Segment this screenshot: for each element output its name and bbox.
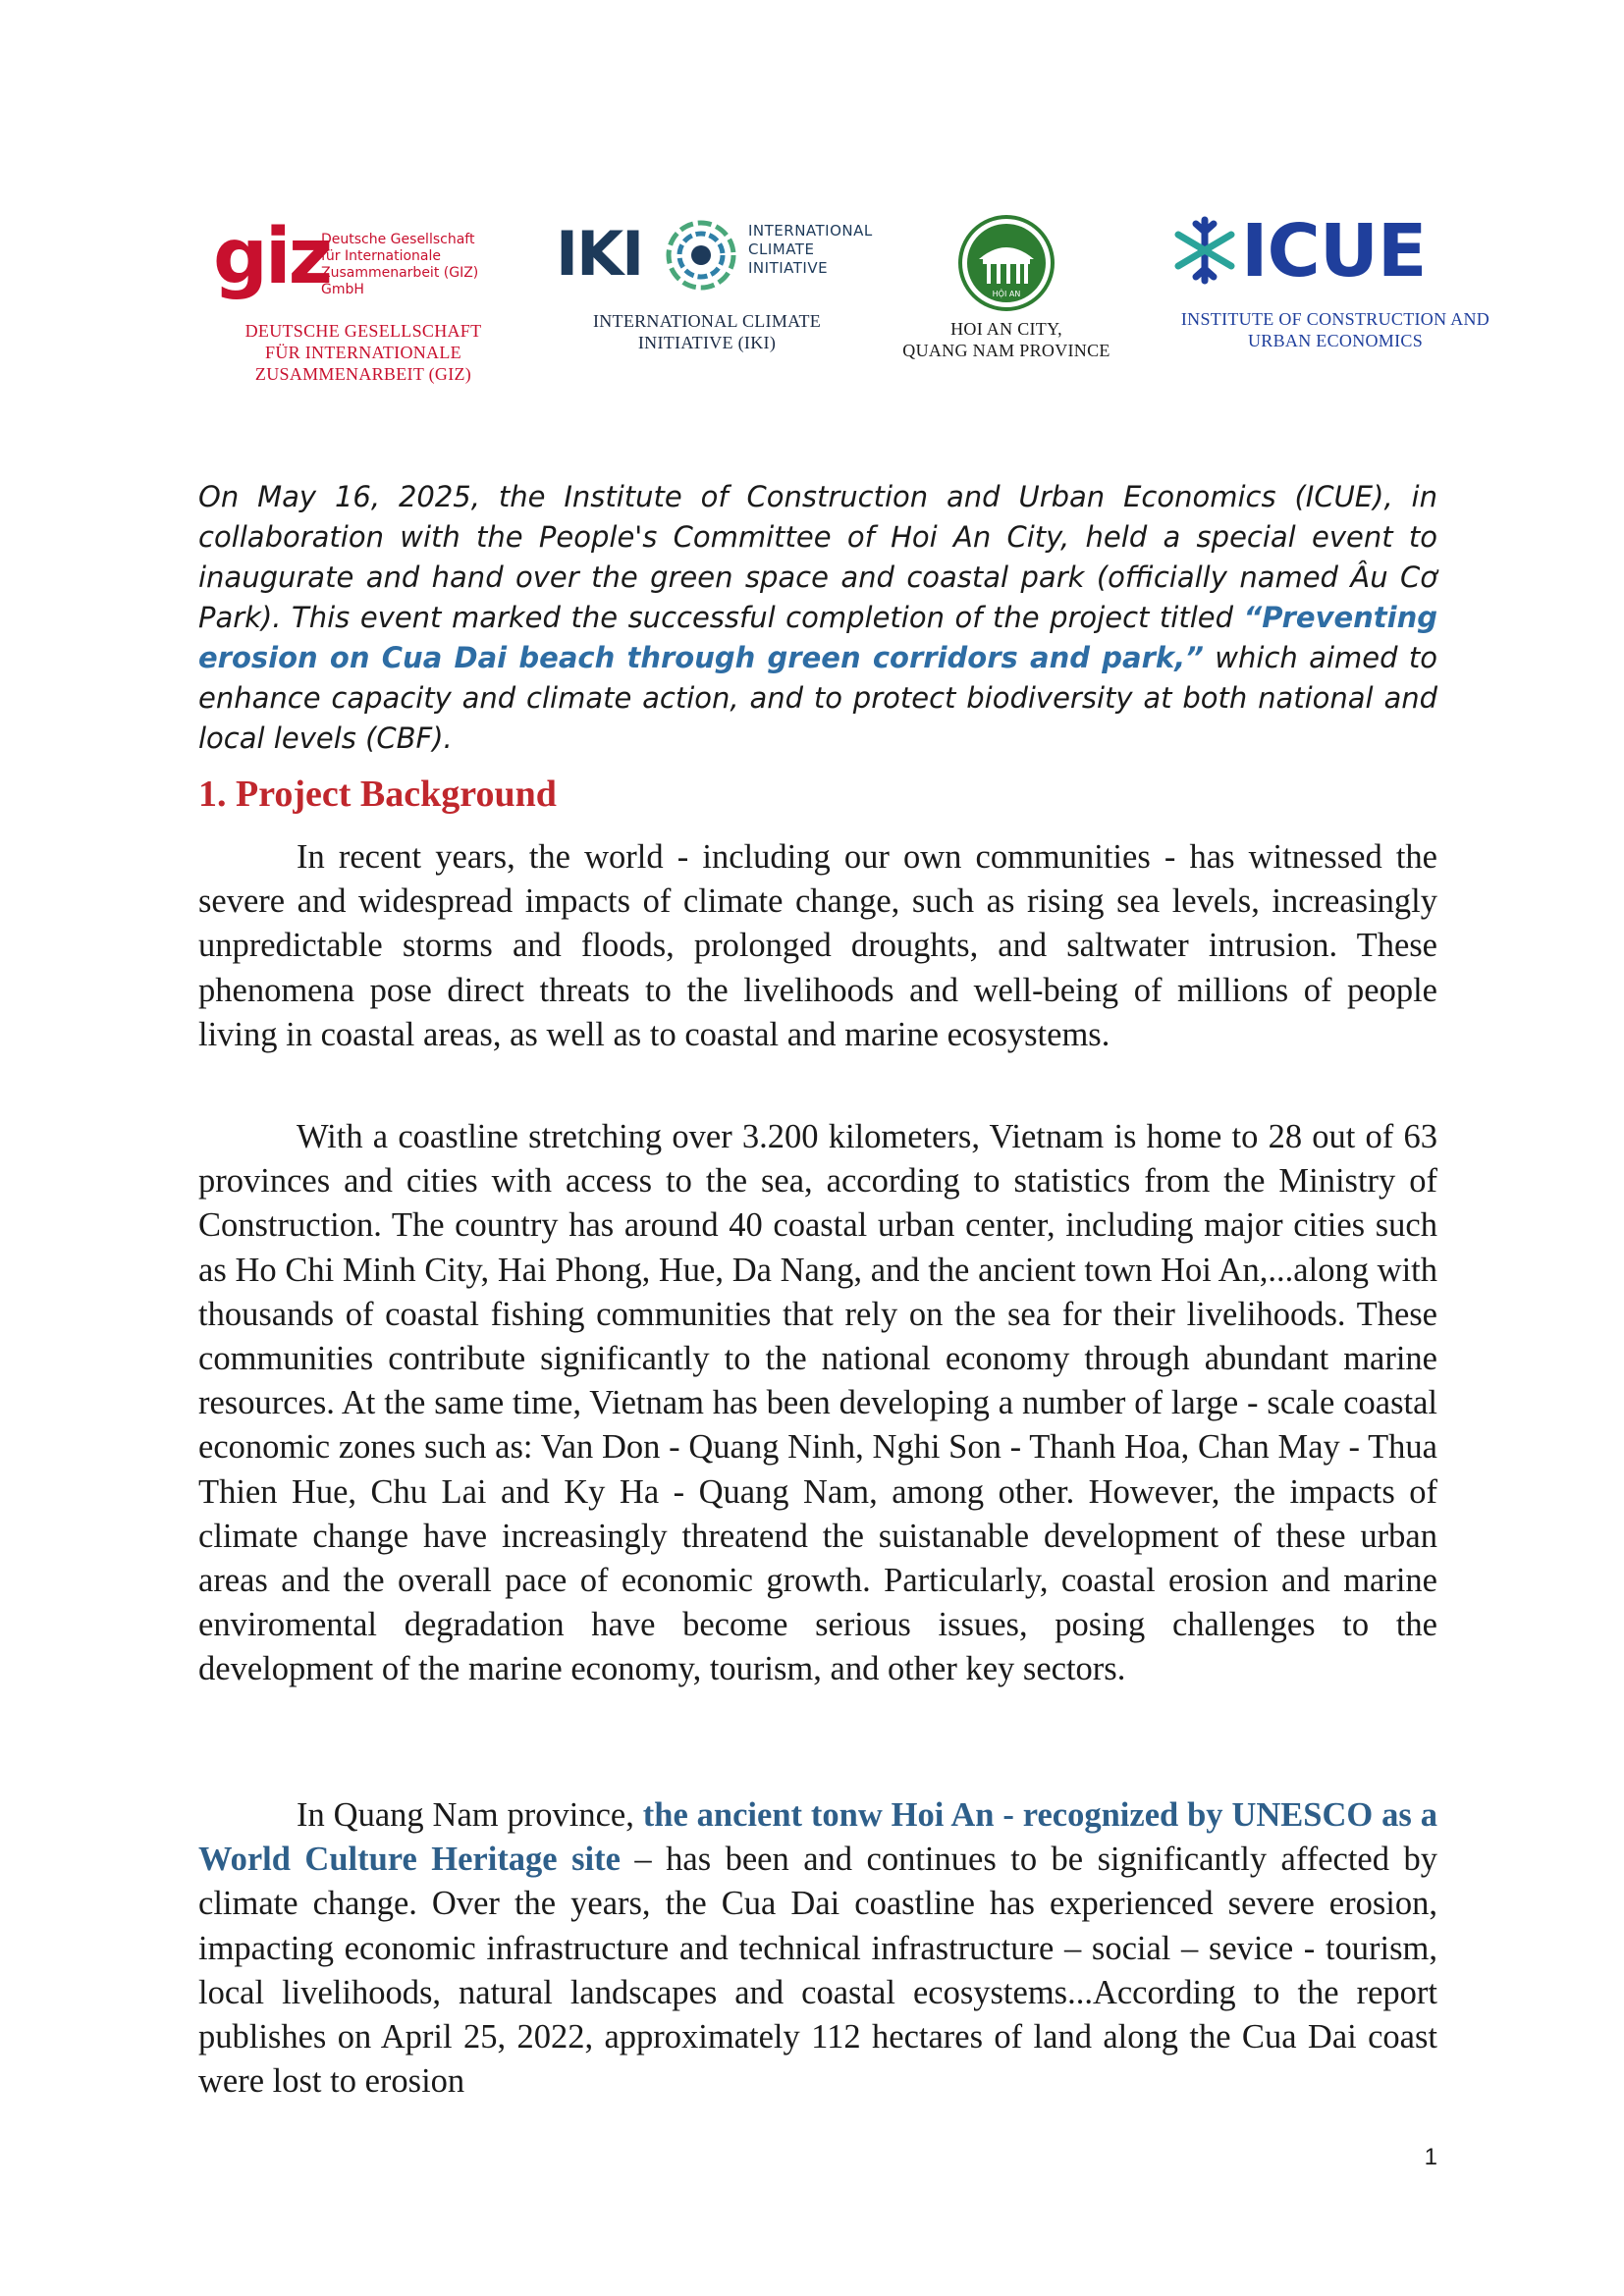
iki-caption-line: INTERNATIONAL CLIMATE [592,311,822,331]
iki-caption [550,310,864,353]
hoian-caption [884,318,1129,361]
icue-wordmark: ICUE [1241,209,1427,294]
giz-caption-line: FÜR INTERNATIONALE [265,343,461,362]
hoian-logo [884,214,1129,312]
section-heading: 1. Project Background [198,774,557,815]
hoian-emblem-text: HỘI AN [992,290,1021,298]
body-paragraph-2: With a coastline stretching over 3.200 kilometers, Vietnam is home to 28 out of 63 provinces and cities with access to the sea, according to statistics from the Ministry of Construction. The country has around 40 coastal urban center, including major cities such as Ho Chi Minh City, Hai Phong, Hue, Da Nang, and the ancient town Hoi An,...along with thousands of coastal fishing communities that rely on the sea for their livelihoods. These communities contribute significantly to the national economy through abundant marine resources. At the same time, Vietnam has been developing a number of large - scale coastal economic zones such as: Van Don - Quang Ninh, Nghi Son - Thanh Hoa, Chan May - Thua Thien Hue, Chu Lai and Ky Ha - Quang Nam, among other. However, the impacts of climate change have increasingly threatend the suistanable development of these urban areas and the overall pace of economic growth. Particularly, coastal erosion and marine enviromental degradation have become serious issues, posing challenges to the development of the marine economy, tourism, and other key sectors. [198,1118,1437,1688]
giz-subtitle-line: Zusammenarbeit (GIZ) GmbH [321,265,479,297]
iki-subtitle-line: INITIATIVE [748,259,829,277]
body-paragraph-1: In recent years, the world - including our own communities - has witnessed the severe and widespread impacts of climate change, such as rising sea levels, increasingly unpredictable storms and floods, prolonged droughts, and saltwater intrusion. These phenomena pose direct threats to the livelihoods and well-being of millions of people living in coastal areas, as well as to coastal and marine ecosystems. [198,838,1437,1053]
icue-logo-block [1159,208,1512,351]
giz-caption-line: ZUSAMMENARBEIT (GIZ) [254,364,472,384]
intro-paragraph [198,477,1437,759]
giz-caption-line: DEUTSCHE GESELLSCHAFT [244,321,482,341]
intro-text: On May 16, 2025, the Institute of Construction and Urban Economics (ICUE), in collaboration with the People's Committee of Hoi An City, held a special event to inaugurate and hand over the green space and coastal park (officially named Âu Cơ Park). This event marked the successful completion of the project titled [198,480,1437,634]
giz-logo [201,213,525,316]
iki-caption-line: INITIATIVE (IKI) [637,333,777,352]
page-number: 1 [1424,2144,1437,2170]
intro-text-end: which aimed to enhance capacity and climate action, and to protect biodiversity at both national and local levels (CBF). [198,641,1438,755]
hoian-logo-block [884,214,1129,361]
iki-wordmark: IKI [556,218,643,290]
iki-logo [556,214,880,308]
giz-subtitle-line: für Internationale [321,248,441,264]
giz-logo-block [201,213,525,385]
hoian-caption-line: QUANG NAM PROVINCE [902,341,1110,360]
iki-logo-block [550,214,873,353]
iki-subtitle-line: INTERNATIONAL [748,222,873,240]
giz-caption [201,320,525,385]
hoi-an-emblem-icon [957,214,1056,312]
icue-caption [1159,308,1512,351]
giz-wordmark: giz [213,213,330,301]
giz-subtitle [321,232,525,298]
icue-caption-line: INSTITUTE OF CONSTRUCTION AND [1180,309,1490,329]
hoian-caption-line: HOI AN CITY, [950,319,1062,339]
paragraph-3-highlight: the ancient tonw Hoi An - recognized by UNESCO as a World Culture Heritage site [198,1796,1437,1879]
iki-subtitle [748,222,873,278]
intro-project-title: “Preventing erosion on Cua Dai beach through green corridors and park,” [198,601,1437,674]
icue-caption-line: URBAN ECONOMICS [1247,331,1424,350]
giz-subtitle-line: Deutsche Gesellschaft [321,232,475,247]
iki-subtitle-line: CLIMATE [748,240,815,258]
icue-snowflake-icon [1170,216,1239,285]
icue-logo [1159,208,1512,308]
paragraph-3-text: In Quang Nam province, [297,1796,643,1834]
paragraph-3-text-end: – has been and continues to be significantly affected by climate change. Over the years, the Cua Dai coastline has experienced severe erosion, impacting economic infrastructure and technical infrastructure – social – sevice - tourism, local livelihoods, natural landscapes and coastal ecosystems...According to the report publishes on April 25, 2022, approximately 112 hectares of land along the Cua Dai coast were lost to erosion [198,1841,1437,2101]
iki-ring-icon [664,218,738,293]
body-paragraph-3 [198,1793,1437,2104]
